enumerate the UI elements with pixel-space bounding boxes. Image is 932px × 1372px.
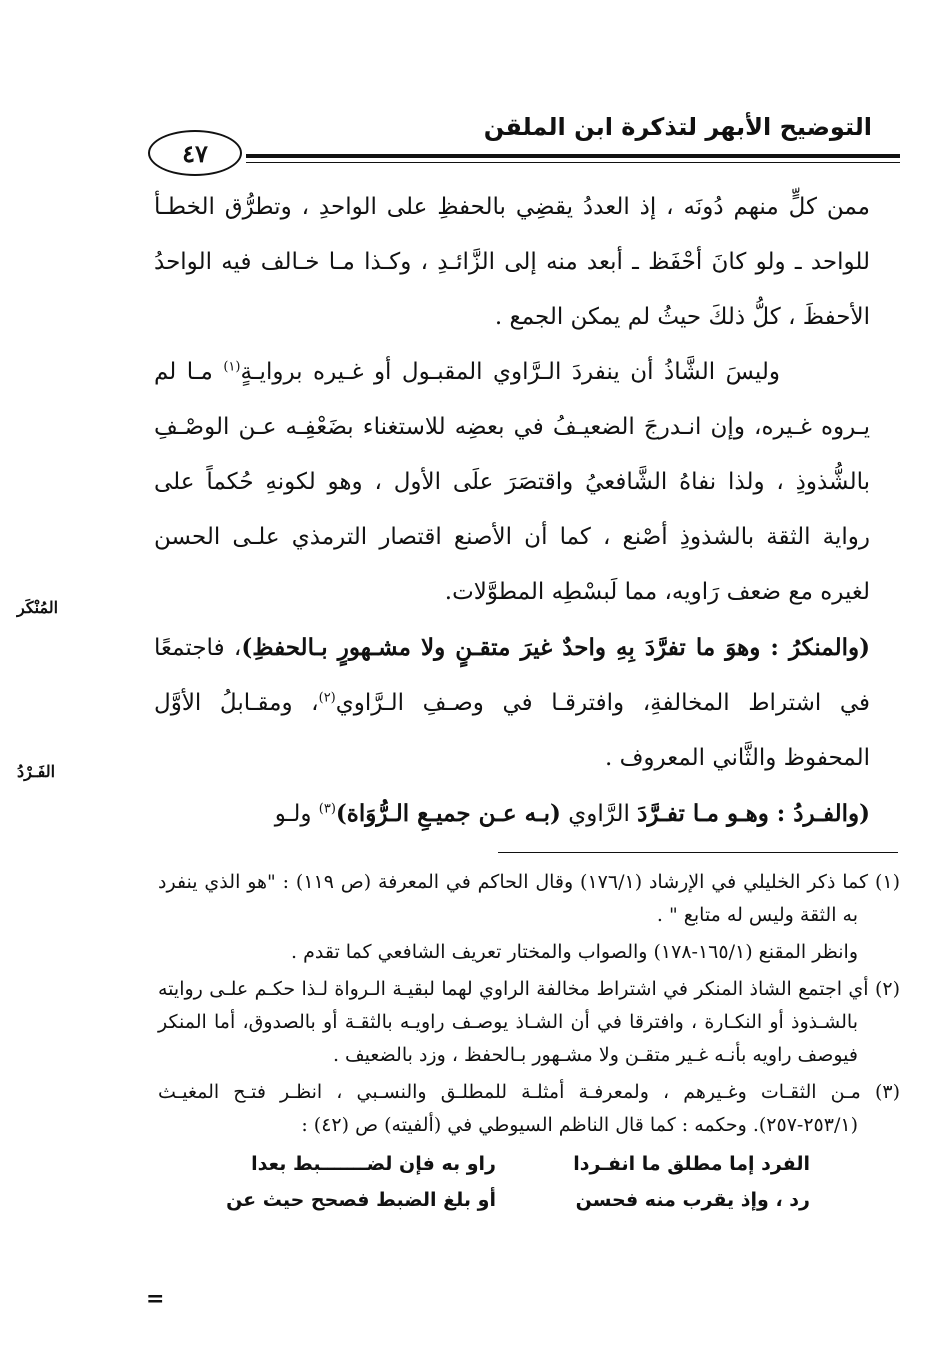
paragraph-2-text-b: مـا لم يـروه غـيره، وإن انـدرجَ الضعيـفُ في بعضِه للاستغناء بضَعْفِـه عـن الوصْـفِ بالشُّذوذِ ، ولذا نفاهُ الشَّافعيُ واقتصَرَ علَى الأول ، وهو لكونهِ حُكماً على رواية الثقة بالشذوذِ أصْنع ، كما أن الأصنع اقتصار الترمذي علـى الحسن لغيره مع ضعف رَاويه، مما لَبسْطِه المطوَّلات. <box>154 359 870 605</box>
footnote-1 <box>158 866 900 932</box>
poem-line-2-left: أو بلغ الضبط فصحح حيث عن <box>226 1189 496 1211</box>
running-title: التوضيح الأبهر لتذكرة ابن الملقن <box>483 113 872 141</box>
footnote-3-number: (٣) <box>874 1081 900 1103</box>
footnote-3-text: مـن الثقـات وغـيرهم ، ولمعرفـة أمثلـة للمطلـق والنسـبي ، انظـر فتـح المغيـث (٢٥٣/١-٢٥٧). وحكمه : كما قال الناظم السيوطي في (ألفيته) ص (٤٢) : <box>158 1081 861 1136</box>
paragraph-3-text-b: ، ومقـابلُ الأوَّل المحفوظ والثَّاني المعروف . <box>154 690 870 771</box>
footnote-separator <box>498 852 898 853</box>
poem-verses <box>210 1146 810 1218</box>
footnote-1-text: كما ذكر الخليلي في الإرشاد (١٧٦/١) وقال الحاكم في المعرفة (ص ١١٩) : "هو الذي ينفرد به الثقة وليس له متابع " . <box>158 871 869 926</box>
paragraph-2-text-a: وليسَ الشَّاذُ أن ينفردَ الـرَّاوي المقبـول أو غـيره بروايـةٍ <box>240 359 780 385</box>
footnote-ref-1[interactable]: (١) <box>223 359 241 375</box>
header-rule <box>246 154 900 158</box>
poem-line-1-right: الفرد إما مطلق ما انفـردا <box>573 1153 810 1175</box>
header-rule-thin <box>246 162 900 163</box>
footnotes <box>158 866 900 1218</box>
footnote-ref-2[interactable]: (٢) <box>318 690 336 706</box>
page-number <box>148 130 242 176</box>
footnote-ref-3[interactable]: (٣) <box>318 801 336 817</box>
margin-label-munkar: المُنْكَر <box>17 598 59 617</box>
margin-label-fard: الفَـرْدُ <box>17 762 56 781</box>
paragraph-1: ممن كلٍّ منهم دُونَه ، إذ العددُ يقضِي بالحفظِ على الواحدِ ، وتطرُّق الخطـأ للواحد ـ ولو كانَ أحْفَظ ـ أبعد منه إلى الزَّائـدِ ، وكـذا مـا خـالف فيه الواحدُ الأحفظَ ، كلُّ ذلكَ حيثُ لم يمكن الجمع . <box>154 194 870 330</box>
continuation-mark: = <box>146 1286 165 1312</box>
footnote-2-number: (٢) <box>874 978 900 1000</box>
paragraph-4-mid: الرَّاوي <box>560 801 638 827</box>
footnote-2-text: أي اجتمع الشاذ المنكر في اشتراط مخالفة الراوي لهما لبقيـة الـرواة لـذا حكـم علـى روايته بالشـذوذ أو النكـارة ، وافترقا في أن الشـاذ يوصـف راويـه بالثقـة أو بالصدوق، أما المنكر فيوصف راويه بأنـه غـير متقـن ولا مشـهور بـالحفظ ، وزد بالضعيف . <box>158 978 869 1066</box>
footnote-1-continuation: وانظر المقنع (١٦٥/١-١٧٨) والصواب والمختار تعريف الشافعي كما تقدم . <box>291 941 858 963</box>
footnote-1-number: (١) <box>874 871 901 893</box>
paragraph-3-text-a: ، فاجتمعًا في اشتراط المخالفةِ، وافترقـا في وصـفِ الـرَّاوي <box>154 635 871 716</box>
paragraph-4 <box>154 786 870 842</box>
main-text <box>154 180 870 842</box>
paragraph-3 <box>154 620 870 786</box>
munkar-definition: (والمنكرُ : وهوَ ما تفرَّدَ بِهِ واحدٌ غيرَ متقـنٍ ولا مشـهورٍ بـالحفظِ) <box>241 634 870 661</box>
footnote-3 <box>158 1076 900 1142</box>
poem-line-1-left: راو به فإن لضـــــــبط بعدا <box>251 1153 496 1175</box>
paragraph-2 <box>154 345 870 620</box>
fard-definition-a: (والفـردُ : وهـو مـا تفـرَّدَ <box>637 800 870 827</box>
page-number-text: ٤٧ <box>182 138 208 168</box>
fard-definition-b: (بـه عـن جميـعِ الـرُّوَاة) <box>335 800 561 827</box>
footnote-2 <box>158 973 900 1072</box>
paragraph-4-end: ولـو <box>274 801 319 827</box>
poem-line-2-right: رد ، وإذ يقرب منه فحسن <box>575 1189 810 1211</box>
